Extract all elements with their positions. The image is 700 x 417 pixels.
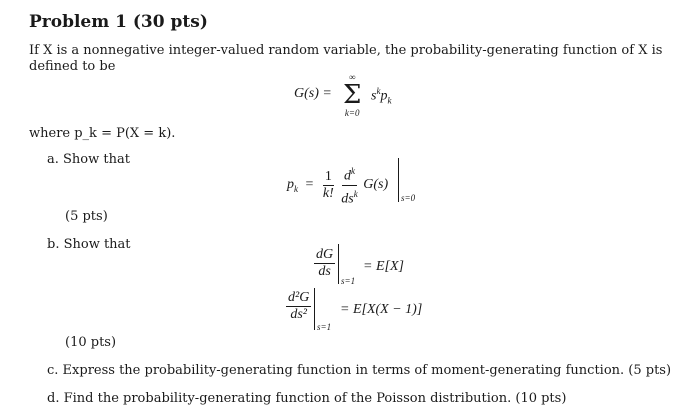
equals-sign: = — [305, 177, 314, 193]
d2g-ds2-fraction — [286, 290, 311, 323]
sum-upper-limit: ∞ — [348, 72, 356, 82]
fraction-derivative — [339, 163, 359, 207]
sigma-symbol: Σ — [343, 80, 362, 110]
part-d-text: d. Find the probability-generating function of the Poisson distribution. (10 pts) — [47, 391, 567, 406]
frac2-denominator-exponent: k — [353, 188, 358, 199]
term-p: p — [380, 88, 388, 104]
part-b-eq2 — [286, 290, 311, 323]
g-of-s: G(s) — [363, 177, 389, 193]
ds-denominator: ds — [318, 264, 331, 279]
pgf-term — [371, 86, 391, 105]
rhs-expectation-x-x-minus-1: = E[X(X − 1)] — [340, 302, 423, 317]
eval-subscript-b2: s=1 — [317, 322, 332, 332]
eval-bar-a — [398, 158, 399, 202]
rhs-expectation-x: = E[X] — [363, 259, 404, 274]
frac2-numerator-exponent: k — [351, 166, 356, 176]
part-a-points: (5 pts) — [65, 209, 108, 224]
problem-title: Problem 1 (30 pts) — [29, 12, 208, 32]
part-b-points: (10 pts) — [65, 335, 117, 350]
intro-line-2: defined to be — [29, 59, 116, 74]
part-c-text: c. Express the probability-generating function in terms of moment-generating function. (5 pts) — [47, 363, 672, 378]
eval-bar-b1 — [338, 244, 339, 284]
fraction-one-over-kfact — [321, 169, 336, 202]
dg-numerator: dG — [316, 247, 334, 262]
term-p-subscript: k — [387, 95, 392, 106]
part-b-label: b. Show that — [47, 237, 131, 252]
eval-bar-b2 — [314, 288, 315, 330]
sum-lower-limit: k=0 — [344, 108, 360, 118]
ds2-denominator: ds² — [290, 307, 307, 322]
frac1-numerator: 1 — [324, 168, 332, 184]
pgf-lhs: G(s) = — [294, 86, 332, 101]
intro-line-1: If X is a nonnegative integer-valued random variable, the probability-generating function of X is — [29, 43, 663, 58]
d2g-numerator: d²G — [288, 290, 310, 305]
eval-subscript-b1: s=1 — [341, 276, 356, 286]
term-s: s — [371, 88, 377, 104]
eval-subscript-a: s=0 — [401, 193, 416, 203]
part-b-eq1 — [314, 247, 335, 280]
where-line: where p_k = P(X = k). — [29, 126, 176, 141]
pk-symbol: p — [287, 176, 294, 192]
dg-ds-fraction — [314, 247, 335, 280]
part-a-label: a. Show that — [47, 152, 130, 167]
frac2-denominator: ds — [341, 191, 354, 207]
term-s-exponent: k — [376, 86, 381, 96]
frac2-numerator: d — [344, 168, 352, 184]
part-a-equation — [287, 163, 388, 207]
frac1-denominator: k! — [322, 185, 334, 201]
pgf-sum — [343, 72, 361, 118]
pk-subscript: k — [294, 183, 298, 194]
